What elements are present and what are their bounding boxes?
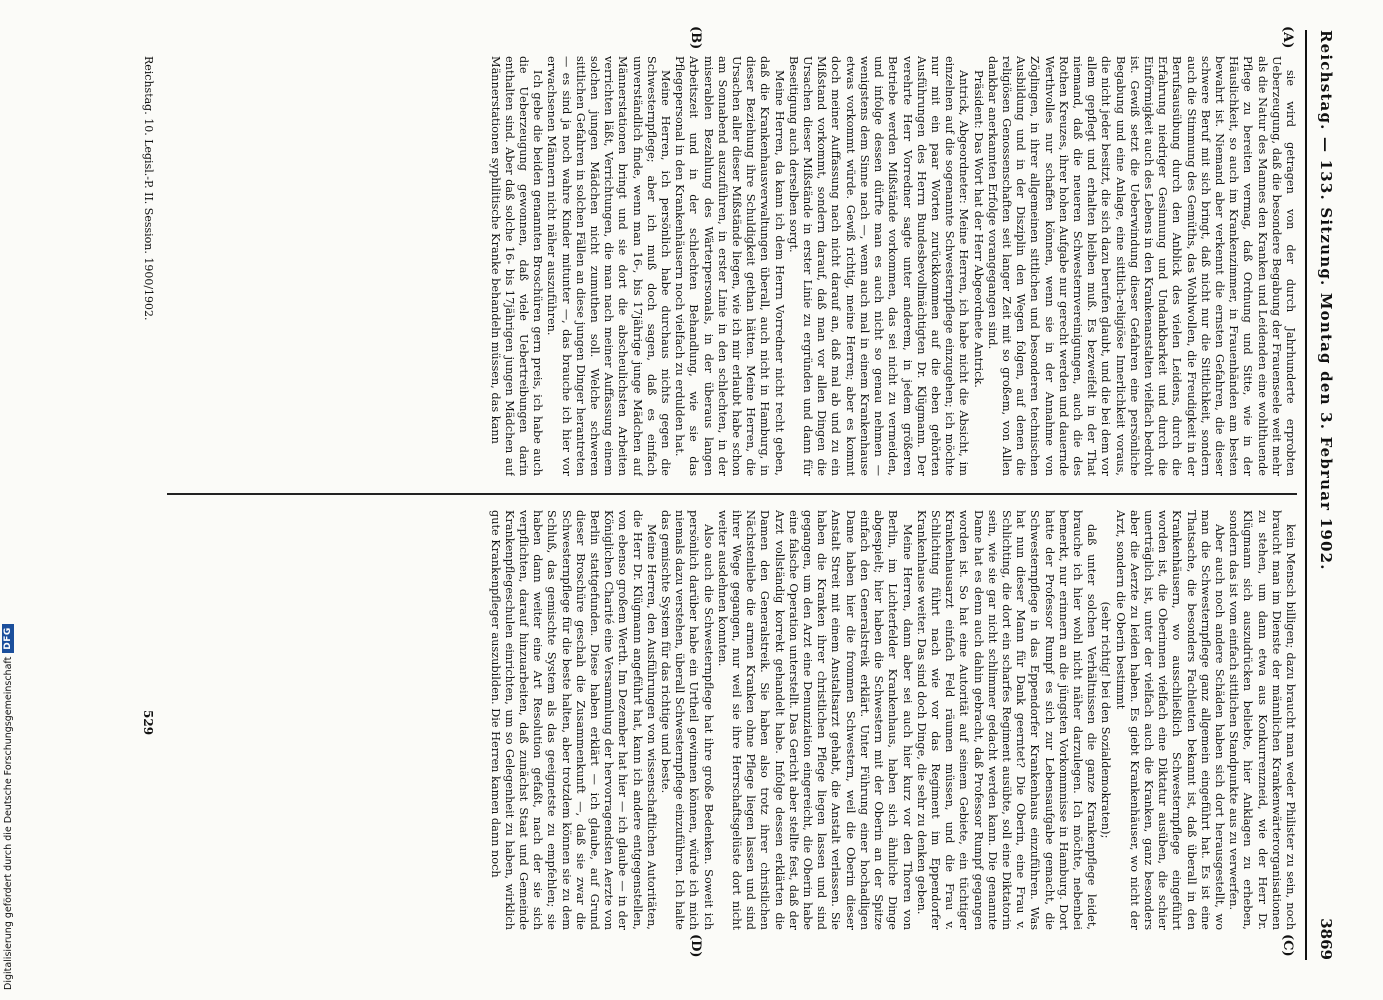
footer-left: Reichstag. 10. Legisl.-P. II. Session. 1900/1902. xyxy=(142,56,155,321)
dfg-credit-text: Digitalisierung gefördert durch die Deutsche Forschungsgemeinschaft xyxy=(2,656,14,990)
right-column-paragraph: kein Mensch billigen; dazu braucht man weder Philister zu sein, noch braucht man im Dienste der männlichen Krankenwärterorganisationen zu stehen, um dann etwa aus Konkurrenzneid, wie der Herr Dr. Klügmann sich auszudrücken beliebte, hier Anklagen zu erheben, sondern das ist vom einfach sittlichen Standpunkte aus zu verwerfen. xyxy=(1227,510,1297,930)
right-column xyxy=(167,510,1297,930)
margin-letter-a: (A) xyxy=(1280,26,1295,49)
margin-letter-b: (B) xyxy=(688,26,703,50)
header-rule xyxy=(1305,30,1307,960)
left-column xyxy=(167,56,1297,476)
right-column-paragraph: Meine Herren, den Ausführungen von wissenschaftlichen Autoritäten, die Herr Dr. Klügmann angeführt hat, kann ich andere entgegenstellen, von ebenso großem Werth. Im Dezember hat hier — ich glaube — in der Königlichen Charité eine Versammlung der hervorragendsten Aerzte von Berlin stattgefunden. Diese haben erklärt — ich glaube, auf Grund dieser Broschüre geschah die Zusammenkunft —, daß sie zwar die Schwesternpflege für die beste halten, aber trotzdem können sie zu dem Schluß, das gemischte System als das geeignetste zu empfehlen; sie haben dann weiter eine Art Resolution gefaßt, nach der sie sich verpflichten, darauf hinzuarbeiten, daß zunächst Staat und Gemeinde Krankenpflegeschulen einrichten, um so Gelegenheit zu haben, wirklich gute Krankenpfleger auszubilden. Die Herren kamen dann noch xyxy=(488,510,658,930)
right-column-paragraph: Meine Herren, dann aber sei auch hier kurz vor den Thoren von Berlin, im Lichterfelder Krankenhaus, haben sich ähnliche Dinge abgespielt; hier haben die Schwestern mit der Oberin an der Spitze einfach den Generalstreik erklärt. Unter Führung einer hochadligen Dame haben hier die frommen Schwestern, weil die Oberin dieser Anstalt Streit mit einem Anstaltsarzt gehabt, die Anstalt verlassen. Sie haben die Kranken ihrer christlichen Pflege liegen lassen und sind gegangen, um den Arzt eine Denunziation eingereicht, die Oberin habe eine falsche Operation unterstellt. Das Gericht aber stellte fest, daß der Arzt vollständig korrekt gehandelt habe. Infolge dessen erklärten die Damen den Generalstreik. Sie haben also trotz ihrer christlichen Nächstenliebe die armen Kranken ohne Pflege liegen lassen und sind ihrer Wege gegangen, nur weil sie ihre Herrschaftsgelüste dort nicht weiter ausdehnen konnten. xyxy=(715,510,914,930)
right-column-paragraph: (sehr richtig! bei den Sozialdemokraten); xyxy=(1099,601,1113,839)
left-column-paragraph: Meine Herren, ich persönlich habe durchaus nichts gegen die Schwesternpflege; aber ich muß doch sagen, daß es einfach unverständlich finde, wenn man 16-, bis 17jährige junge Mädchen auf Männerstationen bringt und sie dort die abscheulichsten Arbeiten verrichten läßt, Verrichtungen, die man nach meiner Auffassung einem solchen jungen Mädchen nicht zumuthen soll. Welche schweren sittlichen Gefahren in solchen Fällen an diese jungen Dinger herantreten — es sind ja noch wahre Kinder mitunter —, das brauche ich hier vor erwachsenen Männern nicht näher auszuführen. xyxy=(545,56,673,476)
page-header xyxy=(1309,30,1343,960)
margin-letter-c: (C) xyxy=(1280,934,1295,957)
dfg-credit-inner xyxy=(1,600,15,990)
header-page-number: 3869 xyxy=(1317,918,1335,960)
left-column-paragraph: Ich gebe die beiden genannten Broschüren gern preis, ich habe auch die Ueberzeugung gewonnen, daß viele Uebertreibungen darin enthalten sind. Aber daß solche 16- bis 17jährigen jungen Mädchen auf Männerstationen syphilitische Kranke behandeln müssen, das kann xyxy=(488,56,545,476)
dfg-logo: DFG xyxy=(2,624,14,653)
left-column-paragraph: Meine Herren, da kann ich dem Herrn Vorredner nicht recht geben, daß die Krankenhausverwaltungen überall, auch nicht in Hamburg, in dieser Beziehung ihre Schuldigkeit gethan hätten. Meine Herren, die Ursachen aller dieser Mißstände liegen, wie ich mir erlaubt habe schon am Sonnabend auszuführen, in erster Linie in den schlechten, in der miserablen Bezahlung des Wärterpersonals, in der überaus langen Arbeitszeit und in der schlechten Behandlung, wie sie das Pflegepersonal in den Krankenhäusern noch vielfach zu erdulden hat. xyxy=(673,56,786,476)
footer-page-number: 529 xyxy=(141,710,155,736)
left-column-paragraph: sie wird getragen von der durch Jahrhunderte erprobten Ueberzeugung, daß die besondere Begabung der Frauenseele weit mehr als die Natur des Mannes den Kranken und Leidenden eine wohlthuende Pflege zu bereiten vermag, daß Ordnung und Sitte, wie in der Häuslichkeit, so auch im Krankenzimmer, in Frauenhänden am besten bewahrt ist. Niemand aber verkennt die ernsten Gefahren, die dieser schwere Beruf mit sich bringt, daß nicht nur die Sittlichkeit, sondern auch die Stimmung des Gemüths, das Wohlwollen, die Freudigkeit in der Berufsausübung durch den Anblick des vielen Leidens, durch die Erfahrung niedriger Gesinnung und Undankbarkeit und durch die Einförmigkeit auch des Lebens in den Krankenanstalten vielfach bedroht ist. Gewiß setzt die Ueberwindung dieser Gefahren eine persönliche Begabung und eine Anlage, eine sittlich-religiöse Innerlichkeit voraus, die nicht jeder besitzt, die sich dazu berufen glaubt, und die bei dem vor allem gepflegt und erhalten bleiben muß. Es bezweifelt in der That niemand, daß die neueren Schwesternvereinigungen, auch die des Rothen Kreuzes, ihrer hohen Aufgabe nur gerecht werden und dauernde Werthvolles nur schaffen können, wenn sie in der Annahme von Zöglingen, in ihrer allgemeinen sittlichen und besonderen technischen Ausbildung und in der Disziplin den Wegen folgen, auf denen die religiösen Genossenschaften seit langer Zeit mit so großem, von Allen dankbar anerkannten Erfolge vorangegangen sind. xyxy=(985,56,1297,476)
left-column-paragraph: Präsident: Das Wort hat der Herr Abgeordnete Antrick. xyxy=(971,70,985,388)
right-column-paragraph: Aber auch noch andere Schäden haben sich dort herausgestellt, wo man die Schwesternpflege ganz allgemein eingeführt hat. Es ist eine Thatsache, die besonders Fachleuten bekannt ist, daß überall in den Krankenhäusern, wo ausschließlich Schwesternpflege eingeführt worden ist, die Oberinnen vielfach eine Diktatur ausüben, die schier unerträglich ist, unter der vielfach auch die Kranken, ganz besonders aber die Aerzte zu leiden haben. Es giebt Krankenhäuser, wo nicht der Arzt, sondern die Oberin bestimmt xyxy=(1113,510,1226,930)
left-column-paragraph: Antrick, Abgeordneter: Meine Herren, ich habe nicht die Absicht, im einzelnen auf die sogenannte Schwesternpflege einzugehen; ich möchte nur mit ein paar Worten zurückkommen auf die eben gehörten Ausführungen des Herrn Bundesbevollmächtigten Dr. Klügmann. Der verehrte Herr Vorredner sagte unter anderem, in jedem größeren Betriebe werden Mißstände vorkommen, das sei nicht zu vermeiden, und infolge dessen dürfte man es auch nicht so genau nehmen — wenigstens dem Sinne nach —, wenn auch mal in einem Krankenhause etwas vorkommt würde. Gewiß richtig, meine Herren; aber es kommt doch meiner Auffassung nach nicht darauf an, daß mal ab und zu ein Mißstand vorkommt, sondern darauf, daß man vor allen Dingen die Ursachen dieser Mißstände in erster Linie zu ergründen und dann für Beseitigung auch derselben sorgt. xyxy=(786,56,971,476)
column-divider xyxy=(167,493,1297,495)
right-column-paragraph: Also auch die Schwesternpflege hat ihre große Bedenken. Soweit ich persönlich darüber habe ein Urtheil gewinnen können, würde ich mich niemals dazu verstehen, überall Schwesternpflege einzuführen. Ich halte das gemischte System für das richtige und beste. xyxy=(659,510,715,930)
header-title: Reichstag. — 133. Sitzung. Montag den 3. Februar 1902. xyxy=(1317,30,1335,571)
newspaper-page xyxy=(113,26,1343,960)
right-column-paragraph: daß unter solchen Verhältnissen die ganze Krankenpflege leidet, brauche ich hier wohl nicht näher darzulegen. Ich möchte, nebenbei bemerkt, nur erinnern an die jüngsten Vorkommnisse in Hamburg. Dort hatte der Professor Rumpf es sich zur Lebensaufgabe gemacht, die Schwesternpflege in das Eppendorfer Krankenhaus einzuführen. Was hat nun dieser Mann für Dank geerntet? Die Oberin, eine Frau v. Schlichting, die dort ein scharfes Regiment ausübte, soll eine Diktatorin sein, wie sie gar nicht schlimmer gedacht werden kann. Die genannte Dame hat es denn auch dahin gebracht, daß Professor Rumpf gegangen worden ist. So hat eine Autorität auf seinem Gebiete, ein tüchtiger Krankenhausarzt einfach Feld räumen müssen, und die Frau v. Schlichting führt nach wie vor das Regiment im Eppendorfer Krankenhause weiter. Das sind doch Dinge, die sehr zu denken geben. xyxy=(914,510,1099,930)
margin-letter-d: (D) xyxy=(688,934,703,958)
dfg-credit xyxy=(1,600,15,990)
